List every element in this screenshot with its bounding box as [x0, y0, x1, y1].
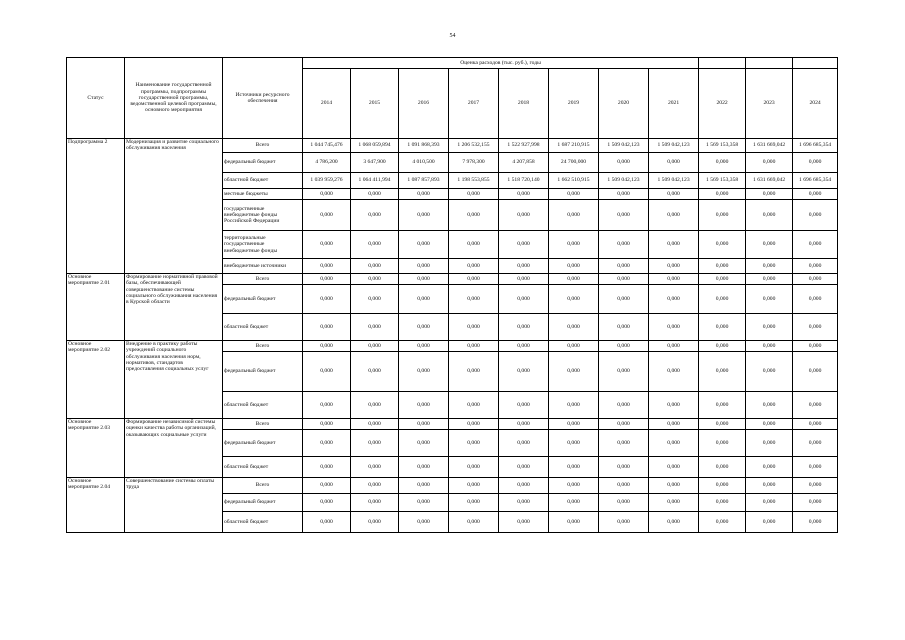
- value-cell: 0,000: [649, 285, 699, 314]
- value-cell: 0,000: [793, 231, 838, 259]
- value-cell: 0,000: [746, 341, 793, 352]
- value-cell: 4 207,858: [499, 153, 549, 173]
- value-cell: 0,000: [499, 419, 549, 430]
- value-cell: 0,000: [449, 457, 499, 478]
- value-cell: 0,000: [649, 189, 699, 200]
- value-cell: 1 509 042,123: [599, 173, 649, 189]
- status-cell: Основное мероприятие 2.02: [67, 341, 125, 419]
- status-header: Статус: [67, 58, 125, 139]
- value-cell: 0,000: [746, 231, 793, 259]
- name-cell: Модернизация и развитие социального обслуживания населения: [125, 139, 223, 274]
- value-cell: 0,000: [303, 341, 351, 352]
- value-cell: 1 509 042,123: [649, 139, 699, 153]
- value-cell: 0,000: [399, 352, 449, 392]
- value-cell: 0,000: [599, 392, 649, 419]
- value-cell: 0,000: [549, 341, 599, 352]
- source-cell: областной бюджет: [223, 392, 303, 419]
- value-cell: 0,000: [746, 200, 793, 231]
- value-cell: 1 569 153,358: [699, 139, 746, 153]
- value-cell: 1 091 868,393: [399, 139, 449, 153]
- value-cell: 0,000: [549, 200, 599, 231]
- source-cell: государственные внебюджетные фонды Российской Федерации: [223, 200, 303, 231]
- value-cell: 0,000: [746, 352, 793, 392]
- value-cell: 0,000: [399, 231, 449, 259]
- value-cell: 0,000: [449, 314, 499, 341]
- source-cell: Всего: [223, 341, 303, 352]
- source-cell: областной бюджет: [223, 457, 303, 478]
- value-cell: 0,000: [351, 352, 399, 392]
- value-cell: 0,000: [303, 231, 351, 259]
- value-cell: 0,000: [793, 274, 838, 285]
- value-cell: 0,000: [351, 314, 399, 341]
- value-cell: 0,000: [746, 478, 793, 494]
- value-cell: 0,000: [303, 259, 351, 274]
- name-cell: Формирование нормативной правовой базы, обеспечивающей совершенствование системы социального обслуживания населения в Курской области: [125, 274, 223, 341]
- value-cell: 0,000: [746, 285, 793, 314]
- value-cell: 0,000: [351, 274, 399, 285]
- name-header: Наименование государственной программы, подпрограммы государственной программы, ведомственной целевой программы, основного мероприятия: [125, 58, 223, 139]
- page-number: 54: [449, 33, 456, 39]
- value-cell: 0,000: [303, 314, 351, 341]
- source-cell: федеральный бюджет: [223, 494, 303, 512]
- source-cell: местные бюджеты: [223, 189, 303, 200]
- value-cell: 0,000: [549, 512, 599, 533]
- estimate-header: Оценка расходов (тыс. руб.), годы: [303, 58, 699, 69]
- value-cell: 0,000: [351, 259, 399, 274]
- value-cell: 1 068 059,894: [351, 139, 399, 153]
- value-cell: 0,000: [649, 341, 699, 352]
- value-cell: 0,000: [399, 430, 449, 457]
- value-cell: 0,000: [793, 352, 838, 392]
- value-cell: 0,000: [746, 392, 793, 419]
- value-cell: 0,000: [699, 189, 746, 200]
- value-cell: 0,000: [449, 430, 499, 457]
- value-cell: 0,000: [449, 231, 499, 259]
- value-cell: 0,000: [499, 259, 549, 274]
- value-cell: 0,000: [746, 259, 793, 274]
- value-cell: 0,000: [351, 512, 399, 533]
- value-cell: 0,000: [549, 478, 599, 494]
- value-cell: 0,000: [649, 259, 699, 274]
- name-cell: Совершенствование системы оплаты труда: [125, 478, 223, 533]
- value-cell: 0,000: [499, 274, 549, 285]
- value-cell: 0,000: [549, 314, 599, 341]
- value-cell: 0,000: [303, 274, 351, 285]
- value-cell: 0,000: [746, 430, 793, 457]
- value-cell: 0,000: [599, 285, 649, 314]
- value-cell: 1 509 042,123: [649, 173, 699, 189]
- status-cell: Основное мероприятие 2.03: [67, 419, 125, 478]
- value-cell: 0,000: [793, 457, 838, 478]
- value-cell: 0,000: [499, 494, 549, 512]
- value-cell: 0,000: [303, 512, 351, 533]
- value-cell: 0,000: [649, 352, 699, 392]
- value-cell: 0,000: [649, 457, 699, 478]
- value-cell: 1 518 720,140: [499, 173, 549, 189]
- value-cell: 0,000: [599, 231, 649, 259]
- value-cell: 0,000: [351, 419, 399, 430]
- value-cell: 0,000: [303, 419, 351, 430]
- value-cell: 0,000: [351, 494, 399, 512]
- value-cell: 0,000: [351, 189, 399, 200]
- source-cell: Всего: [223, 274, 303, 285]
- value-cell: 0,000: [499, 512, 549, 533]
- value-cell: 0,000: [303, 392, 351, 419]
- value-cell: 0,000: [746, 512, 793, 533]
- value-cell: 0,000: [746, 314, 793, 341]
- value-cell: 0,000: [449, 259, 499, 274]
- value-cell: 0,000: [303, 352, 351, 392]
- value-cell: 0,000: [793, 259, 838, 274]
- value-cell: 0,000: [549, 274, 599, 285]
- value-cell: 0,000: [399, 189, 449, 200]
- value-cell: 0,000: [649, 231, 699, 259]
- value-cell: 0,000: [699, 200, 746, 231]
- value-cell: 0,000: [449, 274, 499, 285]
- source-cell: внебюджетные источники: [223, 259, 303, 274]
- value-cell: 0,000: [793, 392, 838, 419]
- value-cell: 0,000: [699, 274, 746, 285]
- value-cell: 0,000: [449, 189, 499, 200]
- year-header: 2016: [399, 69, 449, 139]
- source-cell: Всего: [223, 139, 303, 153]
- value-cell: 0,000: [399, 457, 449, 478]
- year-header: 2021: [649, 69, 699, 139]
- value-cell: 0,000: [699, 285, 746, 314]
- value-cell: 0,000: [746, 274, 793, 285]
- value-cell: 0,000: [499, 314, 549, 341]
- value-cell: 0,000: [549, 189, 599, 200]
- value-cell: 0,000: [793, 153, 838, 173]
- source-cell: федеральный бюджет: [223, 285, 303, 314]
- value-cell: 1 198 553,855: [449, 173, 499, 189]
- value-cell: 0,000: [449, 478, 499, 494]
- source-cell: областной бюджет: [223, 173, 303, 189]
- value-cell: 1 206 532,155: [449, 139, 499, 153]
- year-header: 2020: [599, 69, 649, 139]
- value-cell: 4 010,500: [399, 153, 449, 173]
- value-cell: 0,000: [499, 341, 549, 352]
- value-cell: 0,000: [351, 231, 399, 259]
- value-cell: 0,000: [699, 419, 746, 430]
- value-cell: 0,000: [746, 189, 793, 200]
- value-cell: 0,000: [549, 285, 599, 314]
- value-cell: 0,000: [746, 494, 793, 512]
- value-cell: 0,000: [649, 494, 699, 512]
- status-cell: Основное мероприятие 2.04: [67, 478, 125, 533]
- value-cell: 0,000: [351, 457, 399, 478]
- value-cell: 0,000: [699, 512, 746, 533]
- estimate-header-ext-3: [793, 58, 838, 69]
- value-cell: 0,000: [499, 457, 549, 478]
- value-cell: 0,000: [549, 352, 599, 392]
- value-cell: 0,000: [599, 274, 649, 285]
- value-cell: 0,000: [499, 430, 549, 457]
- table-row: [67, 478, 838, 494]
- value-cell: 0,000: [449, 200, 499, 231]
- value-cell: 0,000: [549, 231, 599, 259]
- name-cell: Внедрение в практику работы учреждений социального обслуживания населения норм, нормативов, стандартов предоставления социальных услуг: [125, 341, 223, 419]
- year-header: 2015: [351, 69, 399, 139]
- year-header: 2019: [549, 69, 599, 139]
- value-cell: 1 687 210,915: [549, 139, 599, 153]
- value-cell: 0,000: [499, 352, 549, 392]
- value-cell: 0,000: [449, 341, 499, 352]
- value-cell: 0,000: [303, 200, 351, 231]
- value-cell: 0,000: [793, 341, 838, 352]
- value-cell: 0,000: [699, 478, 746, 494]
- value-cell: 0,000: [599, 430, 649, 457]
- year-header: 2014: [303, 69, 351, 139]
- value-cell: 0,000: [599, 457, 649, 478]
- value-cell: 1 631 669,042: [746, 139, 793, 153]
- value-cell: 0,000: [499, 285, 549, 314]
- value-cell: 0,000: [599, 352, 649, 392]
- value-cell: 1 696 685,354: [793, 173, 838, 189]
- value-cell: 3 647,900: [351, 153, 399, 173]
- value-cell: 0,000: [399, 512, 449, 533]
- source-header: Источники ресурсного обеспечения: [223, 58, 303, 139]
- value-cell: 0,000: [499, 189, 549, 200]
- value-cell: 0,000: [649, 153, 699, 173]
- value-cell: 24 700,000: [549, 153, 599, 173]
- value-cell: 0,000: [599, 494, 649, 512]
- value-cell: 0,000: [599, 512, 649, 533]
- value-cell: 0,000: [449, 352, 499, 392]
- value-cell: 0,000: [599, 314, 649, 341]
- value-cell: 0,000: [399, 200, 449, 231]
- value-cell: 0,000: [303, 494, 351, 512]
- value-cell: 0,000: [649, 478, 699, 494]
- value-cell: 0,000: [449, 419, 499, 430]
- source-cell: территориальные государственные внебюджетные фонды: [223, 231, 303, 259]
- value-cell: 0,000: [549, 419, 599, 430]
- value-cell: 0,000: [549, 457, 599, 478]
- value-cell: 0,000: [449, 494, 499, 512]
- value-cell: 0,000: [793, 512, 838, 533]
- value-cell: 1 087 857,893: [399, 173, 449, 189]
- value-cell: 0,000: [599, 259, 649, 274]
- table-row: [67, 419, 838, 430]
- value-cell: 0,000: [699, 494, 746, 512]
- value-cell: 0,000: [793, 285, 838, 314]
- status-cell: Основное мероприятие 2.01: [67, 274, 125, 341]
- value-cell: 0,000: [549, 494, 599, 512]
- value-cell: 1 696 685,354: [793, 139, 838, 153]
- value-cell: 0,000: [793, 200, 838, 231]
- value-cell: 0,000: [746, 153, 793, 173]
- value-cell: 0,000: [599, 189, 649, 200]
- value-cell: 0,000: [599, 153, 649, 173]
- year-header: 2024: [793, 69, 838, 139]
- value-cell: 0,000: [793, 430, 838, 457]
- value-cell: 0,000: [499, 478, 549, 494]
- value-cell: 0,000: [649, 419, 699, 430]
- value-cell: 0,000: [549, 392, 599, 419]
- source-cell: Всего: [223, 419, 303, 430]
- value-cell: 0,000: [699, 341, 746, 352]
- value-cell: 0,000: [399, 419, 449, 430]
- name-cell: Формирование независимой системы оценки качества работы организаций, оказывающих социальные услуги: [125, 419, 223, 478]
- value-cell: 0,000: [699, 392, 746, 419]
- value-cell: 0,000: [699, 153, 746, 173]
- value-cell: 1 044 745,476: [303, 139, 351, 153]
- value-cell: 0,000: [399, 494, 449, 512]
- value-cell: 1 509 042,123: [599, 139, 649, 153]
- year-header: 2023: [746, 69, 793, 139]
- value-cell: 0,000: [699, 259, 746, 274]
- source-cell: федеральный бюджет: [223, 352, 303, 392]
- value-cell: 0,000: [399, 314, 449, 341]
- value-cell: 0,000: [303, 457, 351, 478]
- value-cell: 0,000: [599, 341, 649, 352]
- value-cell: 0,000: [746, 457, 793, 478]
- value-cell: 4 786,200: [303, 153, 351, 173]
- value-cell: 1 522 927,998: [499, 139, 549, 153]
- value-cell: 0,000: [746, 419, 793, 430]
- source-cell: областной бюджет: [223, 314, 303, 341]
- value-cell: 0,000: [449, 512, 499, 533]
- value-cell: 1 039 959,276: [303, 173, 351, 189]
- value-cell: 0,000: [699, 231, 746, 259]
- value-cell: 0,000: [699, 352, 746, 392]
- value-cell: 0,000: [449, 392, 499, 419]
- value-cell: 0,000: [303, 189, 351, 200]
- value-cell: 0,000: [303, 430, 351, 457]
- value-cell: 0,000: [793, 314, 838, 341]
- value-cell: 0,000: [499, 392, 549, 419]
- value-cell: 0,000: [449, 285, 499, 314]
- value-cell: 0,000: [351, 430, 399, 457]
- value-cell: 0,000: [699, 457, 746, 478]
- value-cell: 0,000: [649, 392, 699, 419]
- table-row: [67, 274, 838, 285]
- value-cell: 0,000: [303, 285, 351, 314]
- year-header: 2018: [499, 69, 549, 139]
- value-cell: 0,000: [699, 430, 746, 457]
- value-cell: 0,000: [399, 392, 449, 419]
- value-cell: 0,000: [793, 478, 838, 494]
- value-cell: 0,000: [399, 259, 449, 274]
- value-cell: 0,000: [793, 419, 838, 430]
- value-cell: 0,000: [351, 478, 399, 494]
- value-cell: 0,000: [499, 200, 549, 231]
- value-cell: 0,000: [351, 392, 399, 419]
- value-cell: 1 662 510,915: [549, 173, 599, 189]
- value-cell: 1 631 669,042: [746, 173, 793, 189]
- value-cell: 0,000: [399, 274, 449, 285]
- value-cell: 0,000: [649, 314, 699, 341]
- value-cell: 0,000: [499, 231, 549, 259]
- estimate-header-ext-1: [699, 58, 746, 69]
- value-cell: 0,000: [399, 341, 449, 352]
- table-row: [67, 341, 838, 352]
- value-cell: 0,000: [699, 314, 746, 341]
- value-cell: 0,000: [599, 200, 649, 231]
- value-cell: 0,000: [649, 200, 699, 231]
- value-cell: 0,000: [599, 478, 649, 494]
- source-cell: Всего: [223, 478, 303, 494]
- source-cell: федеральный бюджет: [223, 430, 303, 457]
- value-cell: 0,000: [649, 274, 699, 285]
- value-cell: 0,000: [351, 200, 399, 231]
- value-cell: 0,000: [351, 341, 399, 352]
- table-row: [67, 139, 838, 153]
- value-cell: 1 064 411,994: [351, 173, 399, 189]
- year-header: 2022: [699, 69, 746, 139]
- value-cell: 0,000: [649, 430, 699, 457]
- source-cell: областной бюджет: [223, 512, 303, 533]
- value-cell: 0,000: [793, 189, 838, 200]
- value-cell: 0,000: [793, 494, 838, 512]
- source-cell: федеральный бюджет: [223, 153, 303, 173]
- value-cell: 0,000: [351, 285, 399, 314]
- value-cell: 1 569 153,358: [699, 173, 746, 189]
- value-cell: 0,000: [649, 512, 699, 533]
- value-cell: 0,000: [549, 259, 599, 274]
- value-cell: 0,000: [399, 285, 449, 314]
- budget-table: [66, 57, 838, 533]
- value-cell: 0,000: [303, 478, 351, 494]
- status-cell: Подпрограмма 2: [67, 139, 125, 274]
- year-header: 2017: [449, 69, 499, 139]
- estimate-header-ext-2: [746, 58, 793, 69]
- value-cell: 0,000: [549, 430, 599, 457]
- value-cell: 0,000: [399, 478, 449, 494]
- value-cell: 0,000: [599, 419, 649, 430]
- value-cell: 7 978,300: [449, 153, 499, 173]
